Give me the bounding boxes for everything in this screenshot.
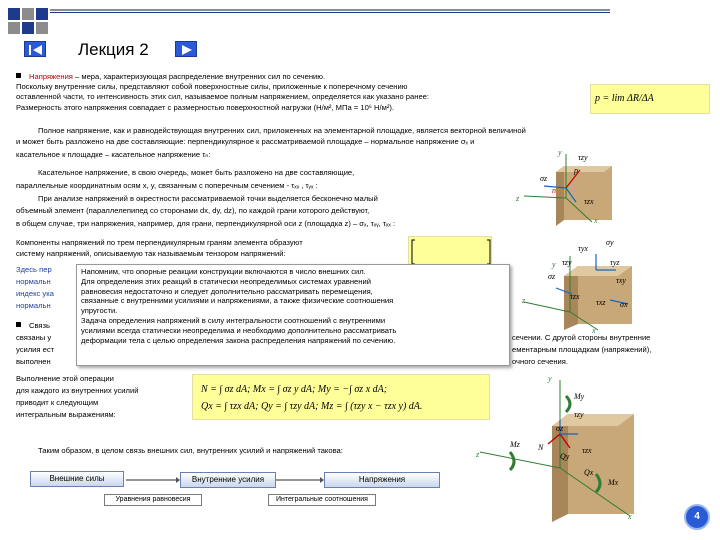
flow-box-internal-forces: Внутренние усилия xyxy=(180,472,276,488)
slide-number-badge xyxy=(684,504,710,530)
page-title: Лекция 2 xyxy=(78,40,149,59)
intro-line: Размерность этого напряжения совпадает с размерностью поверхностной нагрузки (Н/м², МПа = 10⁶ Н/м²). xyxy=(16,103,395,112)
hidden-line: нормальн xyxy=(16,301,51,310)
intro-line: Поскольку внутренние силы, представляют собой поверхностные силы, приложенные к поперечному сечению xyxy=(16,82,408,91)
header-rule xyxy=(50,9,610,11)
integral-formula-line: Qx = ∫ τzx dA; Qy = ∫ τzy dA; Mz = ∫ (τzy x − τzx y) dA. xyxy=(201,401,423,412)
cube-mid-x: x xyxy=(592,326,596,335)
cube-mid-tau-zx: τzx xyxy=(570,292,580,301)
cube-bot-Mx: Mx xyxy=(608,478,619,487)
integral-line: интегральным выражениям: xyxy=(16,410,116,419)
integral-line: приводит к следующим xyxy=(16,398,99,407)
nav-next-button[interactable] xyxy=(175,41,197,57)
hidden-line: индекс ука xyxy=(16,289,54,298)
cube-top-y: y xyxy=(558,148,562,157)
cube-mid-z: z xyxy=(522,296,526,305)
cube-mid-tau-yz: τyz xyxy=(610,258,620,267)
slide-number: 4 xyxy=(694,511,700,522)
cube-bot-sigma-z: σz xyxy=(556,424,564,433)
cube-top-z: z xyxy=(516,194,520,203)
intro-bullet-rest: – мера, характеризующая распределение внутренних сил по сечению. xyxy=(72,72,326,81)
popup-line: Напомним, что опорные реакции конструкции включаются в число внешних сил. xyxy=(81,267,366,276)
right-tail-line: ементарным площадкам (напряжений), xyxy=(512,345,652,354)
integral-formula-line: N = ∫ σz dA; Mx = ∫ σz y dA; My = −∫ σz x dA; xyxy=(201,384,388,395)
cube-top-sigma: σz xyxy=(540,174,548,183)
hidden-line: связаны у xyxy=(16,333,52,342)
cube-top-x: x xyxy=(594,216,598,225)
right-tail-line: сечении. С другой стороны внутренние xyxy=(512,333,651,342)
formula-text: p = lim ΔR/ΔA xyxy=(595,93,654,104)
cube-mid-tau-zy: τzy xyxy=(562,258,572,267)
popup-line: Задача определения напряжений в силу интегральности соотношений с внутренними xyxy=(81,315,386,325)
flow-sub-integral: Интегральные соотношения xyxy=(268,494,376,506)
deco-square xyxy=(8,22,20,34)
triangle-right-icon xyxy=(176,42,198,58)
tensor-matrix xyxy=(408,236,492,266)
cube-top-n: n xyxy=(552,186,556,195)
integral-line: для каждого из внутренних усилий xyxy=(16,386,139,395)
popup-line: равновесия недостаточно и следует дополнительно рассматривать перемещения, xyxy=(81,286,373,296)
hidden-line: усилия ест xyxy=(16,345,55,354)
para3-line: параллельные координатным осям x, y, связанным с поперечным сечением - τₓₓ , τᵧₓ : xyxy=(16,181,318,190)
para3-line: в общем случае, три напряжения, например, для грани, перпендикулярной оси z (площадка z) – σₓ, τₓᵧ, τₓₓ : xyxy=(16,219,396,228)
deco-square xyxy=(22,8,34,20)
flow-box-stresses: Напряжения xyxy=(324,472,440,488)
tensor-line: Компоненты напряжений по трем перпендикулярным граням элемента образуют xyxy=(16,238,303,247)
popup-line: связанные с внутренними усилиями и напряжениями, а также физические соотношения xyxy=(81,296,394,306)
tensor-line: систему напряжений, описываемую так называемым тензором напряжений: xyxy=(16,249,286,258)
right-tail-line: очного сечения. xyxy=(512,357,568,366)
cube-mid-sigma-x: σx xyxy=(620,300,628,309)
integral-line: Выполнение этой операции xyxy=(16,374,114,383)
hidden-bullet-text: Связь xyxy=(29,321,50,330)
cube-diagram-top xyxy=(500,148,622,228)
para2-line: Полное напряжение, как и равнодействующая внутренних сил, приложенных на элементарной площадке, является векторной величиной xyxy=(38,126,526,135)
tensor-brackets xyxy=(409,237,493,267)
popup-line: Для определения этих реакций в статически неопределимых системах уравнений xyxy=(81,276,371,286)
popup-line: деформации тела с целью определения закона распределения напряжений по сечению. xyxy=(81,335,396,345)
cube-bot-N: N xyxy=(538,443,544,452)
popup-line: усилиями всегда статически неопределима и необходимо дополнительно рассматривать xyxy=(81,325,397,335)
popup-line: упругости. xyxy=(81,306,118,316)
bullet-square-icon xyxy=(16,73,21,78)
bullet-square-icon xyxy=(16,322,21,327)
term-napryazheniya: Напряжения xyxy=(29,72,73,81)
cube-bot-y: y xyxy=(548,374,552,383)
nav-prev-button[interactable] xyxy=(24,41,46,57)
cube-mid-y: y xyxy=(552,260,556,269)
popup-note xyxy=(76,264,510,366)
para3-line: объемный элемент (параллелепипед со сторонами dx, dy, dz), по каждой грани которого действуют, xyxy=(16,206,370,215)
intro-bullet xyxy=(16,72,325,82)
cube-top-p: p xyxy=(574,166,578,175)
para2-line: касательное к площадке – касательное напряжение τₙ: xyxy=(16,150,211,159)
cube-bot-z: z xyxy=(476,450,480,459)
cube-bot-Mz: Mz xyxy=(510,440,520,449)
para3-line: При анализе напряжений в окрестности рассматриваемой точки выделяется бесконечно малый xyxy=(38,194,378,203)
intro-line: оставленной части, то интенсивность этих сил, называемое полным напряжением, определяется как указано ранее: xyxy=(16,92,429,101)
cube-bot-Qy: Qy xyxy=(560,452,570,461)
cube-mid-sigma-z: σz xyxy=(548,272,556,281)
para2-line: и может быть разложено на две составляющие: перпендикулярное к рассматриваемой площадке – нормальное напряжение σₓ и xyxy=(16,137,475,146)
cube-bot-tau-zy: τzy xyxy=(574,410,584,419)
triangle-left-icon xyxy=(25,42,47,58)
cube-top-tau-zy: τzy xyxy=(578,153,588,162)
cube-bot-x: x xyxy=(628,512,632,521)
para3-line: Касательное напряжение, в свою очередь, может быть разложено на две составляющие, xyxy=(38,168,355,177)
cube-mid-tau-xz: τxz xyxy=(596,298,606,307)
hidden-line: Здесь пер xyxy=(16,265,52,274)
deco-square xyxy=(36,22,48,34)
hidden-line: нормальн xyxy=(16,277,51,286)
cube-top-tau-zx: τzx xyxy=(584,197,594,206)
cube-bot-My: My xyxy=(574,392,585,401)
hidden-line: выполнен xyxy=(16,357,51,366)
cube-bot-tau-zx: τzx xyxy=(582,446,592,455)
cube-mid-tau-yx: τyx xyxy=(578,244,588,253)
integral-formula-block xyxy=(192,374,490,420)
deco-square xyxy=(22,22,34,34)
formula-full-stress xyxy=(590,84,710,114)
hidden-bullet xyxy=(16,321,50,331)
flow-sub-equilibrium: Уравнения равновесия xyxy=(104,494,202,506)
deco-square xyxy=(36,8,48,20)
flow-box-external-forces: Внешние силы xyxy=(30,471,124,487)
deco-square xyxy=(8,8,20,20)
summary-line: Таким образом, в целом связь внешних сил, внутренних усилий и напряжений такова: xyxy=(38,446,343,455)
header-rule-blue xyxy=(50,12,610,13)
cube-mid-tau-xy: τxy xyxy=(616,276,626,285)
cube-bot-Qx: Qx xyxy=(584,468,594,477)
flow-arrows xyxy=(124,472,324,488)
cube-mid-sigma-y: σy xyxy=(606,238,614,247)
